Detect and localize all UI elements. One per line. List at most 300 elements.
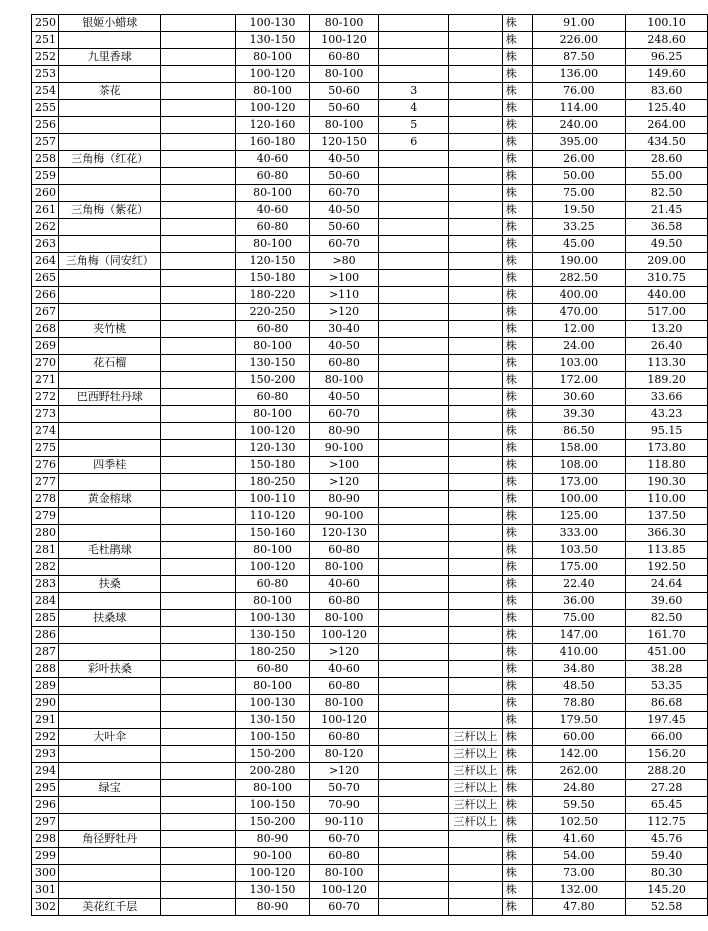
crown-range: >100	[310, 457, 379, 474]
price-cell: 410.00	[532, 644, 626, 661]
unit-cell: 株	[502, 270, 532, 287]
price-cell: 132.00	[532, 882, 626, 899]
table-row	[32, 151, 708, 168]
table-row	[32, 491, 708, 508]
number-cell	[379, 32, 449, 49]
price-with-tax-cell: 28.60	[626, 151, 708, 168]
plant-name	[59, 100, 161, 117]
price-with-tax-cell: 248.60	[626, 32, 708, 49]
number-cell	[379, 644, 449, 661]
table-row	[32, 746, 708, 763]
table-row	[32, 338, 708, 355]
plant-name	[59, 882, 161, 899]
height-range: 160-180	[235, 134, 309, 151]
spec-cell	[161, 423, 236, 440]
table-row	[32, 831, 708, 848]
spec-cell	[161, 15, 236, 32]
table-row	[32, 627, 708, 644]
table-row	[32, 695, 708, 712]
spec-cell	[161, 406, 236, 423]
spec-cell	[161, 49, 236, 66]
number-cell: 4	[379, 100, 449, 117]
note-cell	[449, 678, 502, 695]
price-with-tax-cell: 43.23	[626, 406, 708, 423]
note-cell	[449, 355, 502, 372]
height-range: 130-150	[235, 882, 309, 899]
spec-cell	[161, 202, 236, 219]
number-cell	[379, 236, 449, 253]
table-row	[32, 457, 708, 474]
row-number: 300	[32, 865, 59, 882]
price-with-tax-cell: 55.00	[626, 168, 708, 185]
note-cell	[449, 83, 502, 100]
number-cell: 5	[379, 117, 449, 134]
price-with-tax-cell: 86.68	[626, 695, 708, 712]
row-number: 289	[32, 678, 59, 695]
row-number: 273	[32, 406, 59, 423]
number-cell	[379, 712, 449, 729]
unit-cell: 株	[502, 151, 532, 168]
note-cell	[449, 848, 502, 865]
unit-cell: 株	[502, 559, 532, 576]
price-with-tax-cell: 451.00	[626, 644, 708, 661]
row-number: 263	[32, 236, 59, 253]
number-cell	[379, 746, 449, 763]
table-row	[32, 508, 708, 525]
number-cell	[379, 66, 449, 83]
price-with-tax-cell: 27.28	[626, 780, 708, 797]
note-cell	[449, 559, 502, 576]
row-number: 260	[32, 185, 59, 202]
row-number: 271	[32, 372, 59, 389]
crown-range: 100-120	[310, 32, 379, 49]
row-number: 257	[32, 134, 59, 151]
height-range: 100-120	[235, 100, 309, 117]
spec-cell	[161, 661, 236, 678]
unit-cell: 株	[502, 253, 532, 270]
plant-name	[59, 644, 161, 661]
unit-cell: 株	[502, 321, 532, 338]
plant-name: 巴西野牡丹球	[59, 389, 161, 406]
price-with-tax-cell: 118.80	[626, 457, 708, 474]
number-cell	[379, 780, 449, 797]
table-row	[32, 321, 708, 338]
plant-name	[59, 117, 161, 134]
row-number: 256	[32, 117, 59, 134]
plant-name: 毛杜鹃球	[59, 542, 161, 559]
table-row	[32, 406, 708, 423]
number-cell	[379, 763, 449, 780]
unit-cell: 株	[502, 661, 532, 678]
height-range: 60-80	[235, 219, 309, 236]
unit-cell: 株	[502, 440, 532, 457]
row-number: 264	[32, 253, 59, 270]
spec-cell	[161, 627, 236, 644]
price-cell: 76.00	[532, 83, 626, 100]
price-with-tax-cell: 310.75	[626, 270, 708, 287]
note-cell	[449, 253, 502, 270]
note-cell: 三杆以上	[449, 729, 502, 746]
row-number: 281	[32, 542, 59, 559]
note-cell: 三杆以上	[449, 814, 502, 831]
plant-name: 扶桑球	[59, 610, 161, 627]
height-range: 100-120	[235, 865, 309, 882]
number-cell	[379, 440, 449, 457]
price-with-tax-cell: 13.20	[626, 321, 708, 338]
crown-range: 80-100	[310, 865, 379, 882]
number-cell	[379, 321, 449, 338]
crown-range: 60-70	[310, 185, 379, 202]
number-cell	[379, 474, 449, 491]
table-row	[32, 780, 708, 797]
plant-name: 四季桂	[59, 457, 161, 474]
number-cell	[379, 678, 449, 695]
price-with-tax-cell: 45.76	[626, 831, 708, 848]
unit-cell: 株	[502, 389, 532, 406]
plant-name	[59, 695, 161, 712]
height-range: 90-100	[235, 848, 309, 865]
unit-cell: 株	[502, 185, 532, 202]
note-cell	[449, 15, 502, 32]
spec-cell	[161, 134, 236, 151]
height-range: 60-80	[235, 661, 309, 678]
price-cell: 75.00	[532, 610, 626, 627]
plant-name	[59, 508, 161, 525]
height-range: 40-60	[235, 151, 309, 168]
row-number: 270	[32, 355, 59, 372]
note-cell	[449, 865, 502, 882]
unit-cell: 株	[502, 32, 532, 49]
crown-range: 50-60	[310, 83, 379, 100]
table-row	[32, 797, 708, 814]
crown-range: >110	[310, 287, 379, 304]
note-cell	[449, 338, 502, 355]
table-row	[32, 100, 708, 117]
price-cell: 12.00	[532, 321, 626, 338]
table-row	[32, 423, 708, 440]
spec-cell	[161, 780, 236, 797]
row-number: 294	[32, 763, 59, 780]
height-range: 130-150	[235, 712, 309, 729]
crown-range: 120-130	[310, 525, 379, 542]
row-number: 262	[32, 219, 59, 236]
price-with-tax-cell: 96.25	[626, 49, 708, 66]
spec-cell	[161, 899, 236, 916]
price-cell: 45.00	[532, 236, 626, 253]
price-with-tax-cell: 264.00	[626, 117, 708, 134]
number-cell: 3	[379, 83, 449, 100]
row-number: 297	[32, 814, 59, 831]
plant-name	[59, 287, 161, 304]
note-cell	[449, 491, 502, 508]
price-cell: 33.25	[532, 219, 626, 236]
table-row	[32, 865, 708, 882]
height-range: 180-250	[235, 474, 309, 491]
row-number: 258	[32, 151, 59, 168]
crown-range: 40-50	[310, 389, 379, 406]
note-cell	[449, 134, 502, 151]
unit-cell: 株	[502, 542, 532, 559]
price-with-tax-cell: 145.20	[626, 882, 708, 899]
spec-cell	[161, 236, 236, 253]
row-number: 288	[32, 661, 59, 678]
number-cell	[379, 355, 449, 372]
table-row	[32, 32, 708, 49]
number-cell	[379, 899, 449, 916]
price-with-tax-cell: 82.50	[626, 185, 708, 202]
unit-cell: 株	[502, 304, 532, 321]
row-number: 284	[32, 593, 59, 610]
crown-range: 60-80	[310, 593, 379, 610]
height-range: 80-100	[235, 593, 309, 610]
height-range: 150-180	[235, 270, 309, 287]
crown-range: 80-100	[310, 117, 379, 134]
note-cell	[449, 899, 502, 916]
row-number: 272	[32, 389, 59, 406]
height-range: 60-80	[235, 389, 309, 406]
note-cell	[449, 406, 502, 423]
crown-range: 60-80	[310, 678, 379, 695]
crown-range: 60-70	[310, 406, 379, 423]
note-cell	[449, 576, 502, 593]
price-with-tax-cell: 209.00	[626, 253, 708, 270]
number-cell	[379, 457, 449, 474]
price-cell: 30.60	[532, 389, 626, 406]
number-cell	[379, 729, 449, 746]
number-cell	[379, 559, 449, 576]
note-cell	[449, 185, 502, 202]
price-with-tax-cell: 80.30	[626, 865, 708, 882]
number-cell	[379, 661, 449, 678]
row-number: 251	[32, 32, 59, 49]
price-cell: 125.00	[532, 508, 626, 525]
table-row	[32, 559, 708, 576]
price-with-tax-cell: 149.60	[626, 66, 708, 83]
crown-range: 40-50	[310, 151, 379, 168]
note-cell	[449, 49, 502, 66]
plant-name	[59, 474, 161, 491]
price-cell: 136.00	[532, 66, 626, 83]
height-range: 80-100	[235, 406, 309, 423]
row-number: 265	[32, 270, 59, 287]
row-number: 286	[32, 627, 59, 644]
price-with-tax-cell: 83.60	[626, 83, 708, 100]
table-row	[32, 848, 708, 865]
price-with-tax-cell: 440.00	[626, 287, 708, 304]
number-cell	[379, 406, 449, 423]
crown-range: 90-100	[310, 440, 379, 457]
height-range: 100-120	[235, 423, 309, 440]
spec-cell	[161, 185, 236, 202]
height-range: 120-130	[235, 440, 309, 457]
note-cell	[449, 712, 502, 729]
price-cell: 48.50	[532, 678, 626, 695]
note-cell	[449, 593, 502, 610]
unit-cell: 株	[502, 406, 532, 423]
note-cell	[449, 831, 502, 848]
price-cell: 59.50	[532, 797, 626, 814]
note-cell	[449, 542, 502, 559]
table-row	[32, 219, 708, 236]
plant-name	[59, 865, 161, 882]
crown-range: 50-60	[310, 168, 379, 185]
unit-cell: 株	[502, 610, 532, 627]
price-cell: 226.00	[532, 32, 626, 49]
price-cell: 87.50	[532, 49, 626, 66]
plant-name: 三角梅（同安红）	[59, 253, 161, 270]
table-row	[32, 287, 708, 304]
unit-cell: 株	[502, 423, 532, 440]
price-cell: 78.80	[532, 695, 626, 712]
crown-range: 40-50	[310, 338, 379, 355]
price-with-tax-cell: 110.00	[626, 491, 708, 508]
price-cell: 108.00	[532, 457, 626, 474]
unit-cell: 株	[502, 627, 532, 644]
spec-cell	[161, 678, 236, 695]
price-with-tax-cell: 39.60	[626, 593, 708, 610]
price-with-tax-cell: 173.80	[626, 440, 708, 457]
price-with-tax-cell: 113.30	[626, 355, 708, 372]
number-cell	[379, 508, 449, 525]
price-cell: 175.00	[532, 559, 626, 576]
unit-cell: 株	[502, 100, 532, 117]
spec-cell	[161, 372, 236, 389]
note-cell	[449, 508, 502, 525]
crown-range: 60-80	[310, 355, 379, 372]
row-number: 259	[32, 168, 59, 185]
height-range: 180-250	[235, 644, 309, 661]
spec-cell	[161, 389, 236, 406]
spec-cell	[161, 66, 236, 83]
unit-cell: 株	[502, 882, 532, 899]
number-cell	[379, 831, 449, 848]
unit-cell: 株	[502, 219, 532, 236]
plant-name	[59, 134, 161, 151]
number-cell	[379, 627, 449, 644]
table-row	[32, 882, 708, 899]
note-cell	[449, 882, 502, 899]
height-range: 130-150	[235, 32, 309, 49]
number-cell	[379, 882, 449, 899]
row-number: 277	[32, 474, 59, 491]
number-cell	[379, 797, 449, 814]
crown-range: >120	[310, 474, 379, 491]
row-number: 295	[32, 780, 59, 797]
number-cell	[379, 423, 449, 440]
price-with-tax-cell: 288.20	[626, 763, 708, 780]
row-number: 275	[32, 440, 59, 457]
price-cell: 41.60	[532, 831, 626, 848]
height-range: 180-220	[235, 287, 309, 304]
spec-cell	[161, 304, 236, 321]
plant-name	[59, 678, 161, 695]
plant-name	[59, 712, 161, 729]
unit-cell: 株	[502, 763, 532, 780]
crown-range: 60-80	[310, 848, 379, 865]
crown-range: 40-50	[310, 202, 379, 219]
note-cell	[449, 389, 502, 406]
row-number: 299	[32, 848, 59, 865]
number-cell	[379, 576, 449, 593]
crown-range: >80	[310, 253, 379, 270]
unit-cell: 株	[502, 83, 532, 100]
plant-name	[59, 559, 161, 576]
plant-name: 扶桑	[59, 576, 161, 593]
height-range: 60-80	[235, 576, 309, 593]
height-range: 110-120	[235, 508, 309, 525]
crown-range: 90-110	[310, 814, 379, 831]
table-row	[32, 763, 708, 780]
crown-range: 60-70	[310, 236, 379, 253]
table-row	[32, 117, 708, 134]
unit-cell: 株	[502, 202, 532, 219]
number-cell	[379, 593, 449, 610]
price-cell: 50.00	[532, 168, 626, 185]
row-number: 254	[32, 83, 59, 100]
spec-cell	[161, 457, 236, 474]
plant-name	[59, 797, 161, 814]
note-cell: 三杆以上	[449, 797, 502, 814]
price-cell: 158.00	[532, 440, 626, 457]
note-cell	[449, 100, 502, 117]
height-range: 220-250	[235, 304, 309, 321]
height-range: 60-80	[235, 321, 309, 338]
spec-cell	[161, 593, 236, 610]
note-cell	[449, 32, 502, 49]
price-cell: 24.00	[532, 338, 626, 355]
price-with-tax-cell: 82.50	[626, 610, 708, 627]
unit-cell: 株	[502, 865, 532, 882]
height-range: 100-150	[235, 797, 309, 814]
table-row	[32, 49, 708, 66]
unit-cell: 株	[502, 899, 532, 916]
plant-name: 彩叶扶桑	[59, 661, 161, 678]
note-cell	[449, 423, 502, 440]
crown-range: >120	[310, 304, 379, 321]
crown-range: 100-120	[310, 627, 379, 644]
unit-cell: 株	[502, 355, 532, 372]
note-cell	[449, 304, 502, 321]
height-range: 150-200	[235, 746, 309, 763]
note-cell	[449, 202, 502, 219]
price-cell: 100.00	[532, 491, 626, 508]
height-range: 80-100	[235, 780, 309, 797]
crown-range: 90-100	[310, 508, 379, 525]
height-range: 80-100	[235, 678, 309, 695]
unit-cell: 株	[502, 49, 532, 66]
table-row	[32, 712, 708, 729]
plant-name: 三角梅（紫花）	[59, 202, 161, 219]
unit-cell: 株	[502, 66, 532, 83]
spec-cell	[161, 100, 236, 117]
height-range: 100-120	[235, 66, 309, 83]
plant-name	[59, 763, 161, 780]
plant-name: 美花红千层	[59, 899, 161, 916]
spec-cell	[161, 287, 236, 304]
table-row	[32, 644, 708, 661]
price-with-tax-cell: 190.30	[626, 474, 708, 491]
spec-cell	[161, 253, 236, 270]
unit-cell: 株	[502, 117, 532, 134]
price-cell: 114.00	[532, 100, 626, 117]
table-row	[32, 134, 708, 151]
row-number: 302	[32, 899, 59, 916]
price-cell: 26.00	[532, 151, 626, 168]
number-cell	[379, 372, 449, 389]
note-cell	[449, 168, 502, 185]
plant-name	[59, 814, 161, 831]
price-cell: 179.50	[532, 712, 626, 729]
